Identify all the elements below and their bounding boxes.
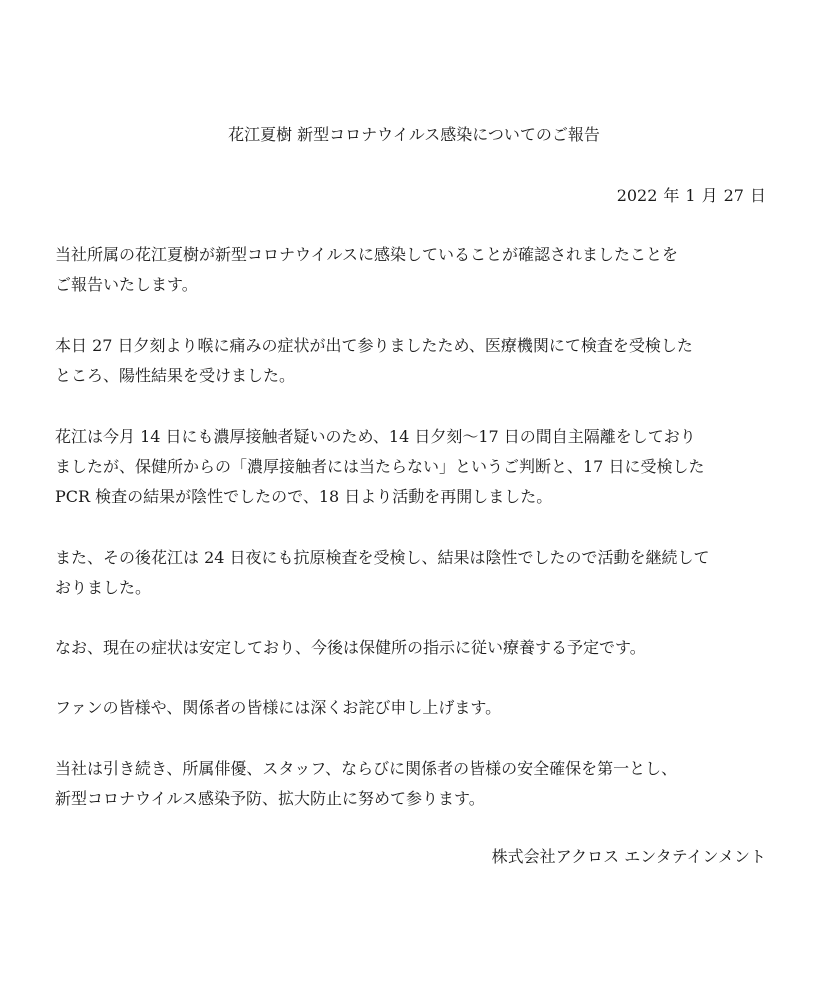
paragraph-line: 本日 27 日夕刻より喉に痛みの症状が出て参りましたため、医療機関にて検査を受検した [55, 336, 693, 355]
paragraph-line: ご報告いたします。 [55, 275, 198, 294]
paragraph-line: ファンの皆様や、関係者の皆様には深くお詫び申し上げます。 [55, 698, 502, 717]
date-day: 27 [723, 186, 744, 205]
date-year: 2022 [616, 186, 658, 205]
paragraph-isolation-history [55, 422, 704, 512]
paragraph-line: おりました。 [55, 578, 152, 597]
date-month-unit: 月 [701, 186, 718, 205]
document-date [617, 185, 766, 207]
paragraph-line: 当社所属の花江夏樹が新型コロナウイルスに感染していることが確認されましたことを [55, 245, 679, 264]
paragraph-line: 花江は今月 14 日にも濃厚接触者疑いのため、14 日夕刻～17 日の間自主隔離をしており [55, 427, 696, 446]
company-signature: 株式会社アクロス エンタテインメント [491, 847, 766, 866]
paragraph-line: 当社は引き続き、所属俳優、スタッフ、ならびに関係者の皆様の安全確保を第一とし、 [55, 759, 678, 778]
paragraph-line: PCR 検査の結果が陰性でしたので、18 日より活動を再開しました。 [55, 487, 553, 506]
date-year-unit: 年 [663, 186, 680, 205]
paragraph-line: ところ、陽性結果を受けました。 [55, 366, 296, 385]
paragraph-line: また、その後花江は 24 日夜にも抗原検査を受検し、結果は陰性でしたので活動を継続して [55, 548, 710, 567]
paragraph-line: なお、現在の症状は安定しており、今後は保健所の指示に従い療養する予定です。 [55, 638, 646, 657]
paragraph-apology [55, 693, 501, 723]
date-day-unit: 日 [749, 186, 766, 205]
paragraph-infection-notice [55, 240, 678, 300]
paragraph-line: ましたが、保健所からの「濃厚接触者には当たらない」というご判断と、17 日に受検した [55, 457, 705, 476]
paragraph-current-condition [55, 633, 646, 663]
date-month: 1 [685, 186, 696, 205]
paragraph-symptoms [55, 331, 693, 391]
paragraph-safety-commitment [55, 754, 677, 814]
paragraph-line: 新型コロナウイルス感染予防、拡大防止に努めて参ります。 [55, 789, 485, 808]
paragraph-antigen-test [55, 543, 710, 603]
document-title: 花江夏樹 新型コロナウイルス感染についてのご報告 [228, 125, 600, 144]
